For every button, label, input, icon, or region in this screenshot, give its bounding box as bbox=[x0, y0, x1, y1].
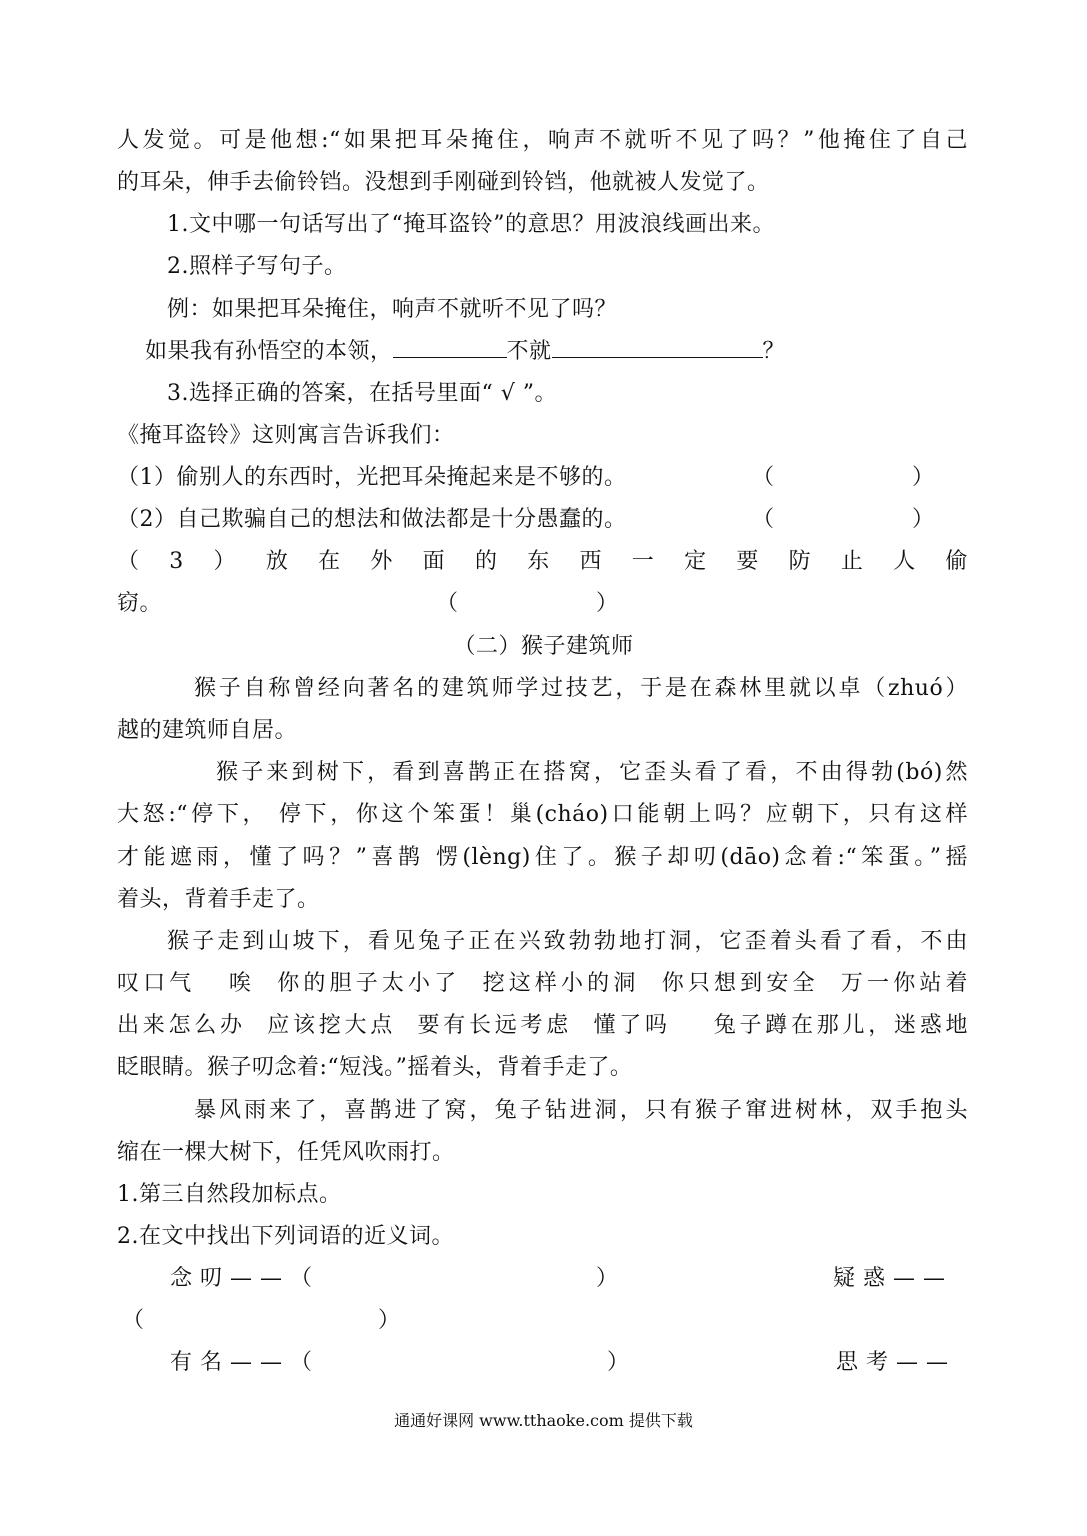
fill-part-a: 如果我有孙悟空的本领， bbox=[145, 339, 393, 364]
synonym-word-4: 思考—— bbox=[836, 1350, 957, 1375]
question-1: 1.文中哪一句话写出了“掩耳盗铃”的意思？用波浪线画出来。 bbox=[167, 212, 775, 237]
synonym-word-1: 念叨——（ bbox=[170, 1266, 321, 1291]
question-2: 2.照样子写句子。 bbox=[167, 254, 347, 279]
option-2: （2）自己欺骗自己的想法和做法都是十分愚蠢的。 bbox=[117, 507, 627, 532]
answer-paren-open[interactable]: （ bbox=[752, 507, 775, 532]
question-lead: 《掩耳盗铃》这则寓言告诉我们： bbox=[117, 423, 455, 448]
page-footer: 通通好课网 www.tthaoke.com 提供下载 bbox=[394, 1411, 693, 1430]
answer-paren-close: ） bbox=[912, 465, 935, 490]
answer-paren-close: ） bbox=[378, 1308, 401, 1333]
synonym-word-3: 有名——（ bbox=[170, 1350, 321, 1375]
story-line: 人发觉。可是他想:“如果把耳朵掩住，响声不就听不见了吗？”他掩住了自己 bbox=[117, 128, 968, 153]
paragraph-2: 猴子来到树下，看到喜鹊正在搭窝，它歪头看了看，不由得勃(bó)然 bbox=[216, 760, 968, 785]
answer-paren-close: ） bbox=[607, 1350, 630, 1375]
answer-paren-open[interactable]: （ bbox=[122, 1308, 145, 1333]
paragraph-2-cont: 才能遮雨，懂了吗？”喜鹊 愣(lèng)住了。猴子却叨(dāo)念着:“笨蛋。”摇 bbox=[117, 845, 968, 870]
answer-paren-open[interactable]: （ bbox=[752, 465, 775, 490]
paragraph-3-cont: 出来怎么办 应该挖大点 要有长远考虑 懂了吗 兔子蹲在那儿，迷惑地 bbox=[117, 1013, 968, 1038]
fill-part-c: ？ bbox=[762, 339, 786, 364]
answer-paren-close: ） bbox=[596, 591, 619, 616]
answer-paren-close: ） bbox=[596, 1266, 619, 1291]
paragraph-1-cont: 越的建筑师自居。 bbox=[117, 718, 298, 743]
answer-blank-1[interactable] bbox=[393, 337, 507, 358]
answer-paren-close: ） bbox=[912, 507, 935, 532]
paragraph-4: 暴风雨来了，喜鹊进了窝，兔子钻进洞，只有猴子窜进树林，双手抱头 bbox=[194, 1098, 968, 1123]
paragraph-3-cont: 叹口气 唉 你的胆子太小了 挖这样小的洞 你只想到安全 万一你站着 bbox=[117, 971, 968, 996]
question-3: 3.选择正确的答案，在括号里面“ √ ”。 bbox=[167, 381, 557, 406]
paragraph-3-cont: 眨眼睛。猴子叨念着:“短浅。”摇着头，背着手走了。 bbox=[117, 1055, 633, 1080]
option-1: （1）偷别人的东西时，光把耳朵掩起来是不够的。 bbox=[117, 465, 627, 490]
paragraph-2-cont: 大怒:“停下， 停下，你这个笨蛋！巢(cháo)口能朝上吗？应朝下，只有这样 bbox=[117, 802, 968, 827]
question-2: 2.在文中找出下列词语的近义词。 bbox=[117, 1224, 454, 1249]
story-line: 的耳朵，伸手去偷铃铛。没想到手刚碰到铃铛，他就被人发觉了。 bbox=[117, 170, 770, 195]
paragraph-2-cont: 着头，背着手走了。 bbox=[117, 887, 320, 912]
fill-part-b: 不就 bbox=[506, 339, 552, 364]
example-sentence: 例：如果把耳朵掩住，响声不就听不见了吗？ bbox=[167, 297, 618, 322]
option-3-cont: 窃。 bbox=[117, 591, 163, 616]
section-title: （二）猴子建筑师 bbox=[453, 634, 634, 659]
paragraph-3: 猴子走到山坡下，看见兔子正在兴致勃勃地打洞，它歪着头看了看，不由 bbox=[167, 929, 968, 954]
paragraph-1: 猴子自称曾经向著名的建筑师学过技艺，于是在森林里就以卓（zhuó） bbox=[194, 676, 968, 701]
paragraph-4-cont: 缩在一棵大树下，任凭风吹雨打。 bbox=[117, 1140, 455, 1165]
answer-blank-2[interactable] bbox=[552, 337, 763, 358]
question-1: 1.第三自然段加标点。 bbox=[117, 1182, 342, 1207]
answer-paren-open[interactable]: （ bbox=[436, 591, 459, 616]
synonym-word-2: 疑惑—— bbox=[833, 1266, 954, 1291]
option-3: （3）放在外面的东西一定要防止人偷 bbox=[117, 549, 968, 574]
fill-in-sentence bbox=[145, 337, 785, 367]
